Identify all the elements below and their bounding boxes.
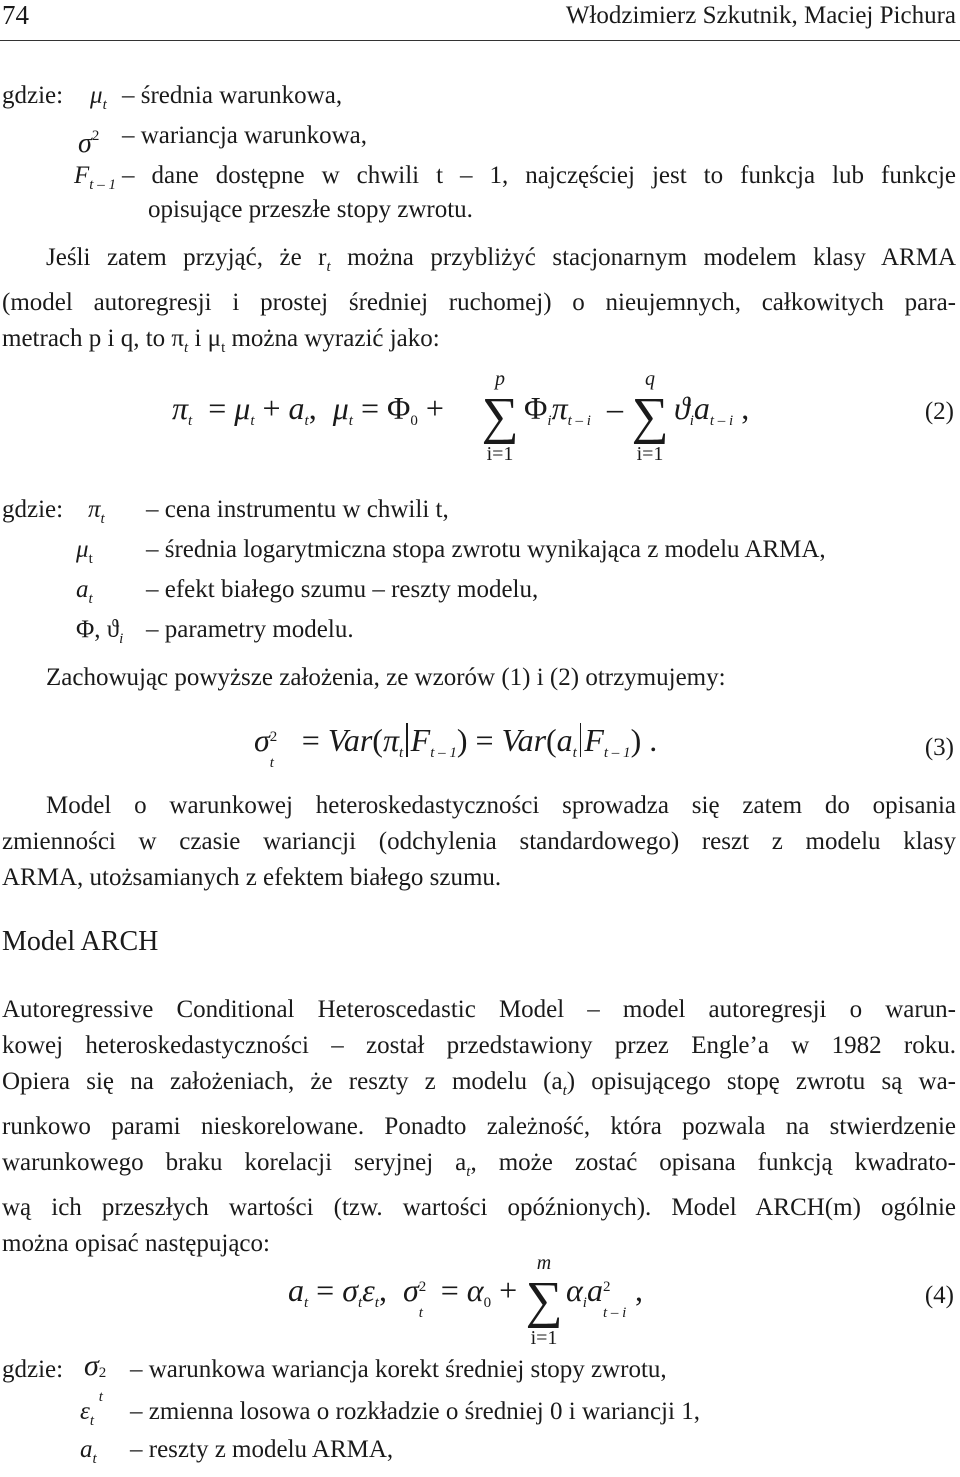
paragraph-arma-intro: Jeśli zatem przyjąć, że $r_t$ można przybliżyć stacjonarnym modelem klasy ARMA (model autoregresji i prostej średniej ruchomej) o nieujemnych, całkowitych para- metrach p i q, to $\pi_t$ i $\mu_t$ można wyrazić jako:	[2, 244, 956, 356]
sum-symbol-q: q ∑ i=1	[631, 368, 669, 465]
def-symbol-sigma-t-squared: σ 2 t	[84, 1349, 107, 1405]
sum-symbol-p: p ∑ i=1	[481, 368, 519, 465]
equation-2-middle: $\Phi_i\pi_{t - i}$ –	[524, 390, 623, 429]
def-text-a-2: – reszty z modelu ARMA,	[130, 1436, 394, 1463]
def-text-pi: – cena instrumentu w chwili t,	[146, 496, 449, 523]
equation-number-3: (3)	[924, 734, 954, 761]
def-symbol-a-t-2: $a_t$	[80, 1436, 97, 1467]
def-symbol-F-t-1: $F_{t - 1}$	[74, 162, 116, 193]
gdzie-label: gdzie:	[2, 1356, 64, 1383]
def-text-sigma-t: – warunkowa wariancja korekt średniej stopy zwrotu,	[130, 1356, 667, 1383]
def-symbol-phi-theta: Φ, $ϑ_i$	[76, 616, 124, 647]
equation-2-end: $ϑ_ia_{t - i}$ ,	[674, 390, 750, 429]
section-title: Model ARCH	[2, 926, 159, 957]
def-text-params: – parametry modelu.	[146, 616, 354, 643]
def-text-mu-t: – średnia warunkowa,	[122, 82, 343, 109]
def-text-sigma: – wariancja warunkowa,	[122, 122, 368, 149]
def-symbol-a-t: $a_t$	[76, 576, 93, 607]
def-symbol-epsilon-t: $\varepsilon_t$	[80, 1398, 95, 1429]
def-symbol-sigma-squared: $\sigma^2$	[78, 128, 100, 159]
paragraph-assumptions: Zachowując powyższe założenia, ze wzorów (1) i (2) otrzymujemy:	[46, 664, 726, 691]
equation-2: $\pi_t = \mu_t + a_t$, $\mu_t = \Phi_0$ +	[172, 390, 444, 429]
def-text-a: – efekt białego szumu – reszty modelu,	[146, 576, 539, 603]
def-text-mu: – średnia logarytmiczna stopa zwrotu wynikająca z modelu ARMA,	[146, 536, 826, 563]
equation-number-4: (4)	[924, 1282, 954, 1309]
gdzie-label: gdzie:	[2, 82, 64, 109]
running-header-authors: Włodzimierz Szkutnik, Maciej Pichura	[565, 2, 956, 29]
equation-4: $a_t = \sigma_t\varepsilon_t$, σ 2 t = $\alpha_0$ +	[288, 1272, 518, 1321]
gdzie-label: gdzie:	[2, 496, 64, 523]
def-text-F-cont: opisujące przeszłe stopy zwrotu.	[148, 196, 473, 223]
def-symbol-mu-t-2: $\mu_t$	[76, 536, 93, 567]
def-symbol-mu-t: $\mu_t$	[90, 82, 107, 113]
page-number: 74	[2, 0, 29, 30]
equation-4-end: $\alpha_ia$ 2 t – i ,	[566, 1272, 643, 1321]
paragraph-arch-model: Autoregressive Conditional Heteroscedastic Model – model autoregresji o warun- kowej heteroskedastyczności – został przedstawiony przez Engle’a w 1982 roku. Opiera się na założeniach, że reszty z modelu $(a_t)$ opisującego stopę zwrotu są wa- runkowo parami nieskorelowane. Ponadto zależność, która pozwala na stwierdzenie warunkowego braku korelacji seryjnej $a_t$, może zostać opisana funkcją kwadrato- wą ich przeszłych wartości (tzw. wartości opóźnionych). Model ARCH(m) ogólnie można opisać następująco:	[2, 996, 956, 1257]
def-text-epsilon: – zmienna losowa o rozkładzie o średniej 0 i wariancji 1,	[130, 1398, 700, 1425]
paragraph-conditional-heteroskedasticity: Model o warunkowej heteroskedastyczności sprowadza się zatem do opisania zmienności w czasie wariancji (odchylenia standardowego) reszt z modelu klasy ARMA, utożsamianych z efektem białego szumu.	[2, 792, 956, 891]
equation-3: σ 2 t = $Var(\pi_t$ $F_{t - 1}) = Var(a_t$ $F_{t - 1}$) .	[254, 722, 658, 771]
equation-number-2: (2)	[924, 398, 954, 425]
sum-symbol-m: m ∑ i=1	[525, 1252, 563, 1349]
def-symbol-pi-t: $\pi_t$	[88, 496, 105, 527]
def-text-F: – dane dostępne w chwili t – 1, najczęściej jest to funkcja lub funkcje	[122, 162, 956, 189]
header-rule	[0, 40, 960, 41]
